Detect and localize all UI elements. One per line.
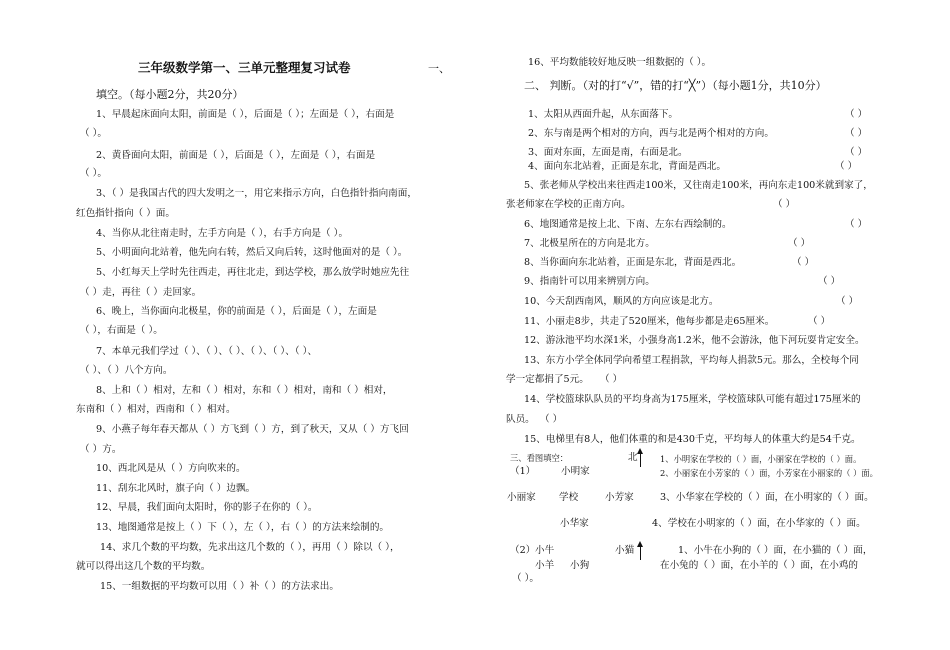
fill-line: 15、一组数据的平均数可以用（ ）补（ ）的方法求出。	[100, 581, 339, 592]
judge-line: 1、太阳从西面升起，从东面落下。	[528, 109, 679, 120]
judge-answer-blank: （ ）	[845, 128, 868, 139]
q1-line: 2、小丽家在小芳家的（ ）面，小芳家在小丽家的（ ）面。	[660, 468, 878, 478]
q1-line: 3、小华家在学校的（ ）面，在小明家的（ ）面。	[660, 492, 874, 503]
judge-line: 3、面对东面，左面是南，右面是北。	[528, 147, 688, 158]
q2-line: 1、小牛在小狗的（ ）面，在小猫的（ ）面，	[678, 545, 873, 556]
fill-line: 1、早晨起床面向太阳，前面是（ ），后面是（ ）；左面是（ ），右面是	[96, 109, 395, 120]
map-name-xiaogou: 小狗	[570, 560, 590, 571]
fill-line: 13、地图通常是按上（ ）下（ ），左（ ），右（ ）的方法来绘制的。	[96, 522, 390, 533]
section3-title: 三、看图填空：	[510, 453, 569, 463]
judge-answer-blank: （ ）	[540, 414, 563, 425]
judge-answer-blank: （ ）	[836, 296, 859, 307]
judge-line: 11、小丽走8步，共走了520厘米，他每步都是走65厘米。	[524, 316, 775, 327]
judge-line: 队员。	[506, 414, 535, 425]
judge-answer-blank: （ ）	[845, 147, 868, 158]
judge-line: 张老师家在学校的正南方向。	[506, 199, 631, 210]
fill-line: 就可以得出这几个数的平均数。	[76, 561, 211, 572]
judge-answer-blank: （ ）	[818, 276, 841, 287]
question-16: 16、平均数能较好地反映一组数据的（ ）。	[528, 57, 712, 68]
fill-line: 4、当你从北往南走时，左手方向是（ ），右手方向是（ ）。	[96, 228, 349, 239]
map-name-xiaoniu: 小牛	[535, 545, 555, 556]
north-label: 北	[628, 452, 638, 463]
fill-line: 5、小红每天上学时先往西走，再往北走，到达学校，那么放学时她应先往	[96, 267, 410, 278]
fill-line: 9、小燕子每年春天都从（ ）方飞到（ ）方，到了秋天，又从（ ）方飞回	[96, 424, 409, 435]
judge-line: 6、地图通常是按上北、下南、左东右西绘制的。	[524, 219, 732, 230]
fill-line: 7、本单元我们学过（ ）、（ ）、（ ）、（ ）、（ ）、（ ）、	[96, 346, 318, 357]
fill-line: （ ）。	[80, 168, 108, 179]
judge-answer-blank: （ ）	[808, 316, 831, 327]
judge-line: 15、电梯里有8人，他们体重的和是430千克，平均每人的体重大约是54千克。	[524, 434, 861, 445]
section1-title: 填空。（每小题2分，共20分）	[96, 88, 244, 101]
fill-line: （ ）走，再往（ ）走回家。	[80, 287, 202, 298]
fill-line: 红色指针指向（ ）面。	[76, 208, 175, 219]
fill-line: 3、（ ）是我国古代的四大发明之一，用它来指示方向，白色指针指向南面，	[96, 188, 417, 199]
fill-line: （ ）。	[80, 128, 108, 139]
q2-label: （2）	[510, 545, 536, 556]
q1-label: （1）	[510, 466, 536, 477]
north-arrow-icon	[640, 453, 641, 467]
fill-line: 10、西北风是从（ ）方向吹来的。	[96, 463, 246, 474]
judge-answer-blank: （ ）	[835, 161, 858, 172]
judge-answer-blank: （ ）	[792, 257, 815, 268]
fill-line: 6、晚上，当你面向北极星，你的前面是（ ），后面是（ ），左面是	[96, 306, 377, 317]
map-name-xiaoming: 小明家	[561, 466, 590, 477]
judge-answer-blank: （ ）	[845, 219, 868, 230]
page-title: 三年级数学第一、三单元整理复习试卷	[138, 60, 351, 75]
judge-line: 8、当你面向东北站着，正面是东北，背面是西北。	[524, 257, 742, 268]
judge-line: 7、北极星所在的方向是北方。	[524, 238, 655, 249]
north-arrow-icon	[640, 546, 641, 560]
q2-line: 在小兔的（ ）面，在小羊的（ ）面，在小鸡的	[660, 560, 858, 571]
map-name-xiaoli: 小丽家	[507, 492, 536, 503]
fill-line: 5、小明面向北站着，他先向右转，然后又向后转，这时他面对的是（ ）。	[96, 247, 408, 258]
fill-line: 东南和（ ）相对，西南和（ ）相对。	[76, 404, 236, 415]
map-name-xiaohua: 小华家	[560, 518, 589, 529]
q2-line: （ ）。	[512, 573, 540, 584]
section1-number: 一、	[428, 62, 450, 75]
fill-line: （ ）、（ ）八个方向。	[80, 365, 173, 376]
fill-line: 12、早晨，我们面向太阳时，你的影子在你的（ ）。	[96, 502, 318, 513]
judge-line: 2、东与南是两个相对的方向，西与北是两个相对的方向。	[528, 128, 774, 139]
map-name-xiaofang: 小芳家	[605, 492, 634, 503]
judge-line: 4、面向东北站着，正面是东北，背面是西北。	[528, 161, 726, 172]
fill-line: 14、求几个数的平均数，先求出这几个数的（ ），再用（ ）除以（ ），	[100, 542, 400, 553]
fill-line: 2、黄昏面向太阳，前面是（ ），后面是（ ），左面是（ ），右面是	[96, 150, 376, 161]
map-name-school: 学校	[559, 492, 579, 503]
judge-line: 14、学校篮球队队员的平均身高为175厘米，学校篮球队可能有超过175厘米的	[524, 394, 861, 405]
fill-line: 11、刮东北风时，旗子向（ ）边飘。	[96, 483, 256, 494]
judge-answer-blank: （ ）	[788, 238, 811, 249]
judge-line: 学一定都捐了5元。	[506, 374, 589, 385]
q1-line: 4、学校在小明家的（ ）面，在小华家的（ ）面。	[652, 518, 866, 529]
judge-answer-blank: （ ）	[773, 199, 796, 210]
map-name-xiaoyang: 小羊	[535, 560, 555, 571]
judge-line: 13、东方小学全体同学向希望工程捐款，平均每人捐款5元。那么，全校每个同	[524, 355, 859, 366]
judge-line: 12、游泳池平均水深1米，小强身高1.2米，他不会游泳，他下河玩耍肯定安全。	[524, 335, 865, 346]
judge-answer-blank: （ ）	[845, 109, 868, 120]
judge-line: 9、指南针可以用来辨别方向。	[524, 276, 655, 287]
fill-line: 8、上和（ ）相对，左和（ ）相对，东和（ ）相对，南和（ ）相对，	[96, 385, 393, 396]
q1-line: 1、小明家在学校的（ ）面，小丽家在学校的（ ）面。	[660, 454, 862, 464]
judge-line: 5、张老师从学校出来往西走100米，又往南走100米，再向东走100米就到家了，	[524, 180, 873, 191]
map-name-xiaomao: 小猫	[615, 545, 635, 556]
fill-line: （ ），右面是（ ）。	[80, 325, 163, 336]
judge-line: 10、今天刮西南风，顺风的方向应该是北方。	[524, 296, 719, 307]
section2-title: 二、 判断。（对的打“√”，错的打“╳”）（每小题1分，共10分）	[524, 79, 827, 92]
fill-line: （ ）方。	[80, 444, 122, 455]
judge-answer-blank: （ ）	[600, 374, 623, 385]
